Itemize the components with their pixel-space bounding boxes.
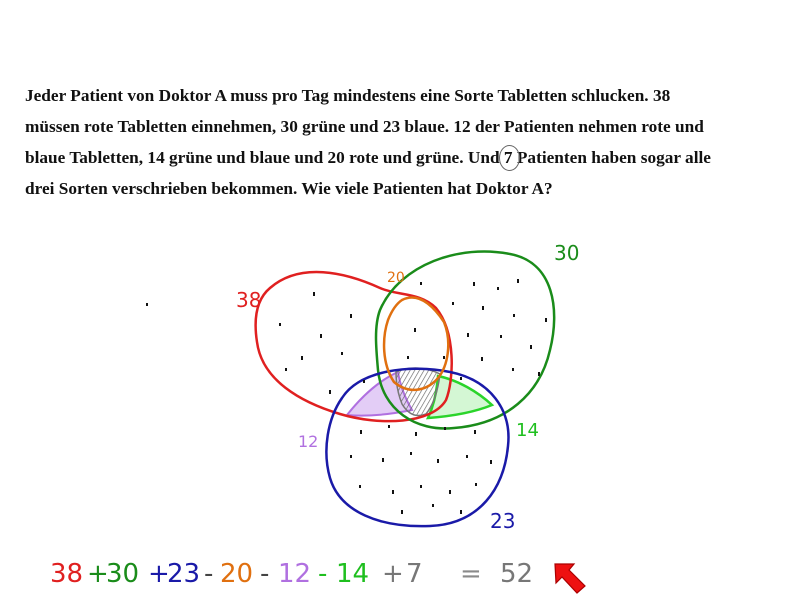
eq-term-12: 12 [278, 559, 312, 589]
eq-plus-2: + [148, 559, 170, 589]
problem-line-3-end: Patienten haben sogar alle [512, 148, 711, 167]
circled-number: 7 [504, 142, 513, 173]
eq-term-23: 23 [167, 559, 201, 589]
equation [50, 559, 533, 589]
red-arrow-cursor-icon [552, 560, 588, 596]
red-circle-label: 38 [236, 288, 262, 312]
purple-region-label: 12 [298, 432, 319, 451]
green-circle-label: 30 [554, 241, 580, 265]
eq-term-7: 7 [406, 559, 423, 589]
problem-line-2: müssen rote Tabletten einnehmen, 30 grüne und 23 blaue. 12 der Patienten nehmen rote und [25, 117, 704, 136]
problem-line-4: drei Sorten verschrieben bekommen. Wie viele Patienten hat Doktor A? [25, 179, 553, 198]
problem-line-3-start: blaue Tabletten, 14 grüne und blaue und 20 rote und grüne. Und [25, 148, 500, 167]
eq-equals: = [460, 559, 482, 589]
orange-region-label: 20 [387, 270, 405, 286]
problem-line-1: Jeder Patient von Doktor A muss pro Tag mindestens eine Sorte Tabletten schlucken. 38 [25, 86, 671, 105]
eq-plus-3: + [382, 559, 404, 589]
scatter-dots [146, 279, 547, 514]
eq-term-38: 38 [50, 559, 84, 589]
eq-minus-1: - [204, 559, 214, 589]
eq-result: 52 [500, 559, 534, 589]
eq-term-14: 14 [336, 559, 370, 589]
eq-minus-3: - [318, 559, 328, 589]
blue-circle-label: 23 [490, 509, 516, 533]
eq-term-30: 30 [106, 559, 140, 589]
lime-region-label: 14 [516, 420, 539, 441]
eq-term-20: 20 [220, 559, 254, 589]
eq-plus-1: + [87, 559, 109, 589]
eq-minus-2: - [260, 559, 270, 589]
